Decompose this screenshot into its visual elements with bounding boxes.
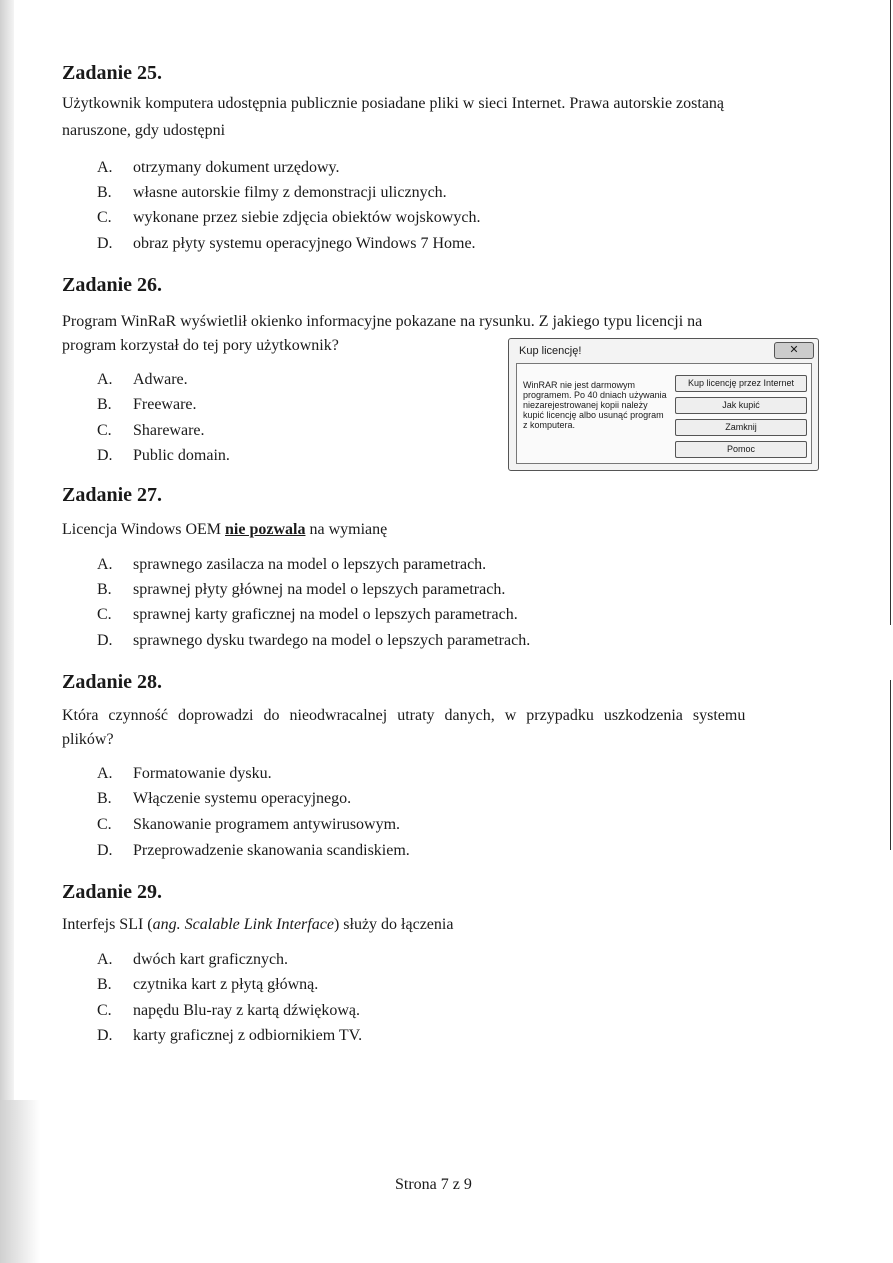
emphasis: nie pozwala bbox=[225, 521, 306, 538]
how-to-buy-button: Jak kupić bbox=[675, 397, 807, 414]
answer-option: C. Shareware. bbox=[97, 422, 205, 439]
question-text: naruszone, gdy udostępni bbox=[62, 122, 226, 139]
help-button: Pomoc bbox=[675, 441, 807, 458]
buy-online-button: Kup licencję przez Internet bbox=[675, 375, 807, 392]
winrar-dialog-figure bbox=[508, 338, 819, 471]
scan-shadow bbox=[0, 1100, 40, 1263]
answer-option: C. napędu Blu-ray z kartą dźwiękową. bbox=[97, 1002, 361, 1019]
question-text: Interfejs SLI (ang. Scalable Link Interface) służy do łączenia bbox=[62, 916, 454, 933]
question-text: plików? bbox=[62, 731, 114, 748]
answer-option: D. karty graficznej z odbiornikiem TV. bbox=[97, 1027, 363, 1044]
scan-edge bbox=[0, 0, 14, 1263]
answer-option: A. sprawnego zasilacza na model o lepszych parametrach. bbox=[97, 556, 487, 573]
answer-option: A. dwóch kart graficznych. bbox=[97, 951, 289, 968]
scan-border bbox=[890, 680, 891, 850]
question-heading: Zadanie 27. bbox=[62, 484, 163, 506]
question-text: Użytkownik komputera udostępnia publicznie posiadane pliki w sieci Internet. Prawa autorskie zostaną bbox=[62, 95, 725, 112]
page-number: Strona 7 z 9 bbox=[395, 1176, 472, 1193]
answer-option: B. czytnika kart z płytą główną. bbox=[97, 976, 319, 993]
answer-option: B. Freeware. bbox=[97, 396, 197, 413]
close-icon: ✕ bbox=[774, 342, 814, 359]
answer-option: D. sprawnego dysku twardego na model o lepszych parametrach. bbox=[97, 632, 531, 649]
answer-option: D. Public domain. bbox=[97, 447, 230, 464]
answer-option: B. Włączenie systemu operacyjnego. bbox=[97, 790, 352, 807]
question-heading: Zadanie 25. bbox=[62, 62, 163, 84]
question-heading: Zadanie 28. bbox=[62, 671, 163, 693]
question-text: program korzystał do tej pory użytkownik? bbox=[62, 337, 339, 354]
answer-option: C. sprawnej karty graficznej na model o lepszych parametrach. bbox=[97, 606, 518, 623]
question-heading: Zadanie 29. bbox=[62, 881, 163, 903]
question-text: Licencja Windows OEM nie pozwala na wymianę bbox=[62, 521, 388, 538]
question-heading: Zadanie 26. bbox=[62, 274, 163, 296]
answer-option: A. otrzymany dokument urzędowy. bbox=[97, 159, 340, 176]
answer-option: C. Skanowanie programem antywirusowym. bbox=[97, 816, 401, 833]
answer-option: B. własne autorskie filmy z demonstracji ulicznych. bbox=[97, 184, 447, 201]
close-button: Zamknij bbox=[675, 419, 807, 436]
answer-option: A. Adware. bbox=[97, 371, 188, 388]
answer-option: D. obraz płyty systemu operacyjnego Windows 7 Home. bbox=[97, 235, 476, 252]
scan-border bbox=[890, 0, 891, 625]
answer-option: D. Przeprowadzenie skanowania scandiskiem. bbox=[97, 842, 410, 859]
question-text: Program WinRaR wyświetlił okienko informacyjne pokazane na rysunku. Z jakiego typu licencji na bbox=[62, 313, 703, 330]
answer-option: C. wykonane przez siebie zdjęcia obiektów wojskowych. bbox=[97, 209, 481, 226]
dialog-body bbox=[516, 363, 812, 464]
dialog-title: Kup licencję! bbox=[519, 345, 582, 357]
answer-option: A. Formatowanie dysku. bbox=[97, 765, 272, 782]
question-text: Która czynność doprowadzi do nieodwracalnej utraty danych, w przypadku uszkodzenia systemu bbox=[62, 707, 746, 724]
answer-option: B. sprawnej płyty głównej na model o lepszych parametrach. bbox=[97, 581, 506, 598]
dialog-message: WinRAR nie jest darmowym programem. Po 40 dniach używania niezarejestrowanej kopii należy kupić licencję albo usunąć program z komputera. bbox=[523, 380, 667, 430]
